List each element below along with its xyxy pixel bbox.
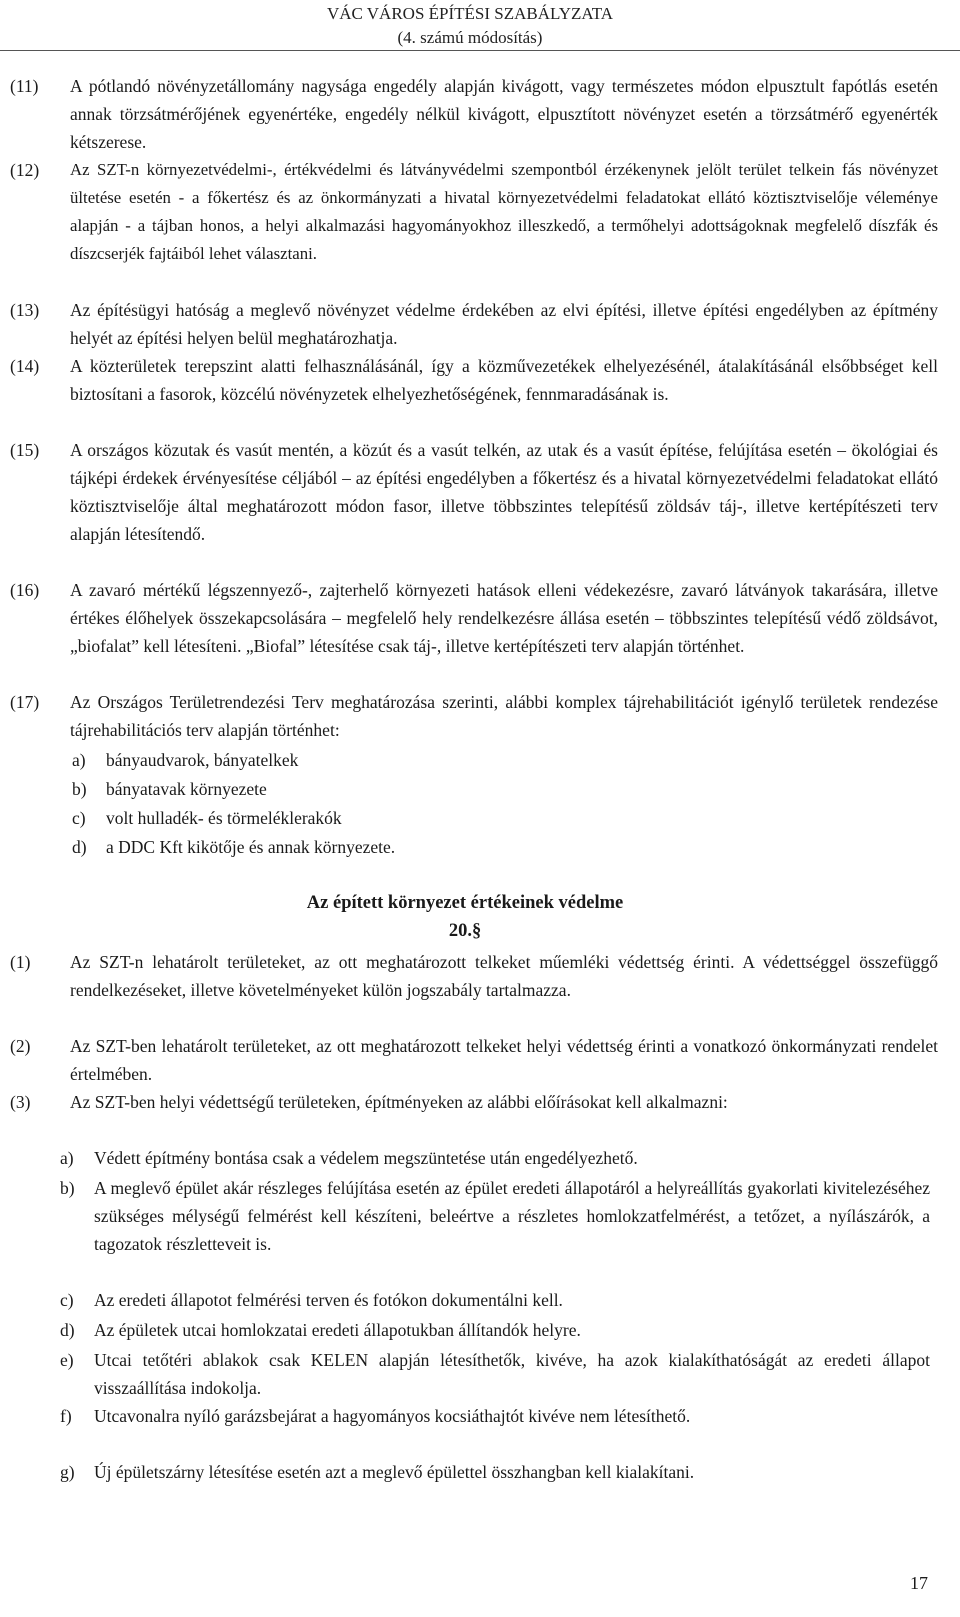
paragraph-number: (16) [10, 580, 40, 600]
list-text: Az eredeti állapotot felmérési terven és fotókon dokumentálni kell. [94, 1290, 563, 1310]
paragraph-20-1 [10, 948, 938, 1004]
list-letter: g) [60, 1462, 75, 1482]
list-letter: d) [72, 837, 87, 857]
list-text: Utcai tetőtéri ablakok csak KELEN alapján létesíthetők, kivéve, ha azok kialakíthatóságát az eredeti állapot visszaállítása indokolja. [94, 1350, 930, 1398]
paragraph-19-12 [10, 156, 938, 268]
list-item [72, 833, 672, 861]
section-heading: Az épített környezet értékeinek védelme [306, 893, 624, 913]
list-text: volt hulladék- és törmeléklerakók [106, 808, 342, 828]
paragraph-number: (2) [10, 1036, 31, 1056]
paragraph-text: Az SZT-ben helyi védettségű területeken, építményeken az alábbi előírásokat kell alkalmazni: [70, 1092, 728, 1112]
list-item [72, 746, 672, 774]
list-text: Védett építmény bontása csak a védelem megszüntetése után engedélyezhető. [94, 1148, 638, 1168]
list-item [60, 1144, 930, 1172]
paragraph-number: (15) [10, 440, 40, 460]
list-letter: a) [60, 1148, 74, 1168]
paragraph-20-3 [10, 1088, 938, 1116]
paragraph-20-2 [10, 1032, 938, 1088]
list-item [60, 1346, 930, 1402]
list-letter: b) [60, 1178, 75, 1198]
list-item [72, 775, 672, 803]
paragraph-19-14 [10, 352, 938, 408]
paragraph-19-11 [10, 72, 938, 156]
list-text: Utcavonalra nyíló garázsbejárat a hagyományos kocsiáthajtót kivéve nem létesíthető. [94, 1406, 691, 1426]
paragraph-number: (12) [10, 160, 40, 180]
list-letter: e) [60, 1350, 74, 1370]
paragraph-number: (17) [10, 692, 40, 712]
paragraph-19-16 [10, 576, 938, 660]
paragraph-text: Az SZT-n környezetvédelmi-, értékvédelmi és látványvédelmi szempontból érzékenynek jelölt terület telkein fás növényzet ültetése esetén - a főkertész és az önkormányzati a hivatal környezetvédelmi feladatokat ellátó köztisztviselője véleménye alapján - a tájban honos, a helyi alkalmazási hagyományokhoz illeszkedő, a termőhelyi adottságoknak megfelelő díszfák és díszcserjék fajtáiból lehet választani. [70, 160, 938, 263]
page-header [290, 2, 650, 50]
paragraph-text: A országos közutak és vasút mentén, a közút és a vasút telkén, az utak és a vasút építése, felújítása esetén – ökológiai és tájképi érdekek érvényesítése céljából – az építési engedélyben a főkertész és a hivatal környezetvédelmi feladatokat ellátó köztisztviselője által meghatározott módon fasor, illetve többszintes telepítésű zöldsáv táj-, illetve kertépítészeti terv alapján létesítendő. [70, 440, 938, 544]
list-item [60, 1316, 930, 1344]
paragraph-text: A zavaró mértékű légszennyező-, zajterhelő környezeti hatások elleni védekezésre, zavaró látványok takarására, illetve értékes élőhelyek összekapcsolására – megfelelő hely rendelkezésre állása esetén – többszintes telepítésű védő zöldsávot, „biofalat” kell létesíteni. „Biofal” létesítése csak táj-, illetve kertépítészeti terv alapján történhet. [70, 580, 938, 656]
paragraph-text: Az SZT-ben lehatárolt területeket, az ott meghatározott telkeket helyi védettség érinti a vonatkozó önkormányzati rendelet értelmében. [70, 1036, 938, 1084]
list-letter: b) [72, 779, 87, 799]
list-text: A meglevő épület akár részleges felújítása esetén az épület eredeti állapotáról a helyreállítás gyakorlati kivitelezéséhez szükséges mélységű felmérést kell készíteni, beleértve a részletes homlokzatfelmérést, a tetőzet, a nyílászárók, a tagozatok részletteveit is. [94, 1178, 930, 1254]
header-subtitle: (4. számú módosítás) [397, 28, 543, 47]
list-text: a DDC Kft kikötője és annak környezete. [106, 837, 396, 857]
paragraph-19-17 [10, 688, 938, 744]
list-item [60, 1402, 930, 1430]
list-text: bányatavak környezete [106, 779, 267, 799]
list-letter: f) [60, 1406, 72, 1426]
paragraph-number: (14) [10, 356, 40, 376]
paragraph-number: (13) [10, 300, 40, 320]
paragraph-number: (3) [10, 1092, 31, 1112]
section-number: 20.§ [448, 921, 482, 941]
paragraph-19-15 [10, 436, 938, 548]
header-divider [0, 50, 960, 51]
page-number: 17 [910, 1573, 928, 1593]
paragraph-text: Az SZT-n lehatárolt területeket, az ott meghatározott telkeket műemléki védettség érinti. A védettséggel összefüggő rendelkezéseket, illetve követelményeket külön jogszabály tartalmazza. [70, 952, 938, 1000]
list-item [60, 1174, 930, 1258]
list-letter: d) [60, 1320, 75, 1340]
list-item [60, 1458, 930, 1486]
paragraph-text: Az Országos Területrendezési Terv meghatározása szerinti, alábbi komplex tájrehabilitációt igénylő területek rendezése tájrehabilitációs terv alapján történhet: [70, 692, 938, 740]
list-letter: a) [72, 750, 86, 770]
list-item [72, 804, 672, 832]
list-letter: c) [72, 808, 86, 828]
paragraph-number: (11) [10, 76, 39, 96]
list-text: Új épületszárny létesítése esetén azt a meglevő épülettel összhangban kell kialakítani. [94, 1462, 695, 1482]
list-text: bányaudvarok, bányatelkek [106, 750, 299, 770]
paragraph-19-13 [10, 296, 938, 352]
paragraph-text: A közterületek terepszint alatti felhasználásánál, így a közművezetékek elhelyezésénél, átalakításánál elsőbbséget kell biztosítani a fasorok, közcélú növényzetek elhelyezhetőségének, fennmaradásának is. [70, 356, 938, 404]
header-title: VÁC VÁROS ÉPÍTÉSI SZABÁLYZATA [326, 4, 614, 23]
paragraph-text: A pótlandó növényzetállomány nagysága engedély alapján kivágott, vagy természetes módon elpusztult fapótlás esetén annak törzsátmérőjének egyenértéke, engedély nélkül kivágott, elpusztított növényzet esetén a törzsátmérő egyenérték kétszerese. [70, 76, 938, 152]
list-letter: c) [60, 1290, 74, 1310]
list-item [60, 1286, 930, 1314]
list-text: Az épületek utcai homlokzatai eredeti állapotukban állítandók helyre. [94, 1320, 581, 1340]
paragraph-number: (1) [10, 952, 31, 972]
paragraph-text: Az építésügyi hatóság a meglevő növényzet védelme érdekében az elvi építési, illetve építési engedélyben az építmény helyét az építési helyen belül meghatározhatja. [70, 300, 938, 348]
